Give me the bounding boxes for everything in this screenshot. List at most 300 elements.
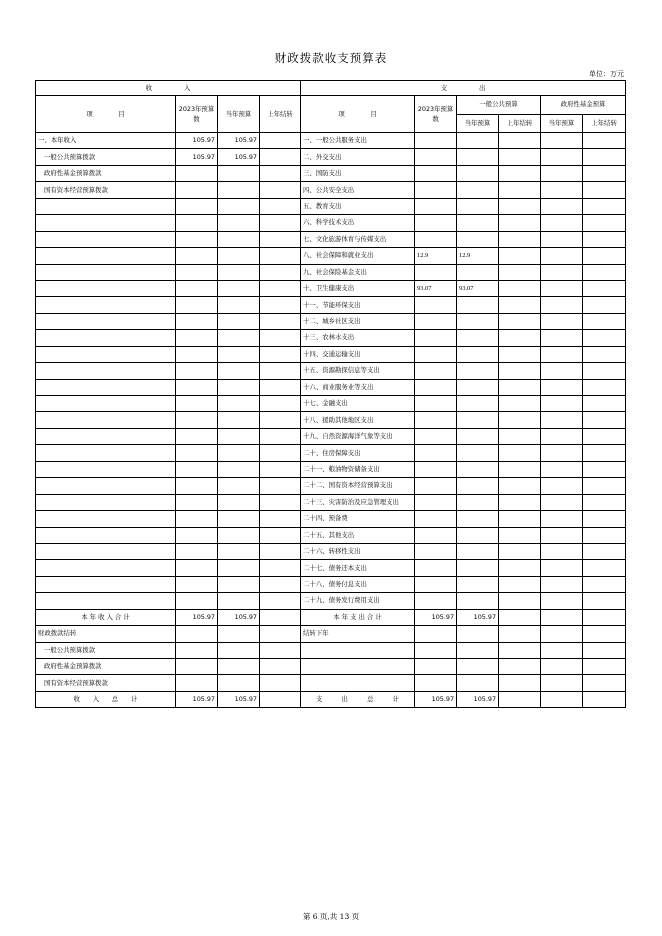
table-row (36, 133, 626, 149)
expense-budget2023-cell: 12.9 (415, 248, 457, 264)
general-current-cell: 105.97 (457, 691, 499, 707)
income-current-cell (218, 659, 260, 675)
general-carry-cell (499, 609, 541, 625)
gov-fund-carry-cell (583, 231, 626, 247)
gov-fund-current-cell (541, 133, 583, 149)
general-current-header: 当年预算 (457, 114, 499, 133)
expense-budget2023-cell (415, 659, 457, 675)
gov-fund-carry-cell (583, 691, 626, 707)
expense-item-cell: 十九、自然资源海洋气象等支出 (301, 428, 415, 444)
table-row (36, 593, 626, 609)
gov-fund-carry-cell (583, 149, 626, 165)
income-budget2023-cell: 105.97 (176, 609, 218, 625)
income-carry-cell (260, 560, 301, 576)
income-budget2023-cell (176, 215, 218, 231)
expense-item-cell (301, 675, 415, 691)
expense-item-cell: 二十九、债务发行费用支出 (301, 593, 415, 609)
gov-fund-carry-cell (583, 626, 626, 642)
income-item-cell (36, 363, 176, 379)
table-row (36, 264, 626, 280)
general-current-cell (457, 626, 499, 642)
gov-fund-current-cell (541, 659, 583, 675)
general-carry-cell (499, 461, 541, 477)
table-row (36, 543, 626, 559)
income-current-header: 当年预算 (218, 96, 260, 133)
income-budget2023-cell (176, 494, 218, 510)
income-item-cell (36, 231, 176, 247)
general-current-cell (457, 511, 499, 527)
expense-item-cell: 十三、农林水支出 (301, 330, 415, 346)
general-carry-cell (499, 691, 541, 707)
table-row (36, 297, 626, 313)
general-current-cell (457, 264, 499, 280)
income-budget2023-cell: 105.97 (176, 149, 218, 165)
gov-fund-carry-cell (583, 543, 626, 559)
expense-item-cell (301, 642, 415, 658)
income-current-cell: 105.97 (218, 691, 260, 707)
expense-budget2023-cell: 105.97 (415, 691, 457, 707)
table-row (36, 494, 626, 510)
general-carry-cell (499, 165, 541, 181)
income-budget2023-cell (176, 461, 218, 477)
general-current-cell (457, 560, 499, 576)
carry-row (36, 675, 626, 691)
table-row (36, 363, 626, 379)
table-row (36, 231, 626, 247)
general-current-cell: 105.97 (457, 609, 499, 625)
income-item-cell: 一般公共预算拨款 (36, 642, 176, 658)
gov-fund-current-cell (541, 560, 583, 576)
page-footer: 第 6 页,共 13 页 (302, 912, 360, 921)
expense-item-cell: 二十三、灾害防治及应急管理支出 (301, 494, 415, 510)
income-item-cell (36, 396, 176, 412)
table-row (36, 346, 626, 362)
carry-row (36, 659, 626, 675)
expense-item-cell: 二十六、转移性支出 (301, 543, 415, 559)
general-carry-cell (499, 182, 541, 198)
general-current-cell (457, 313, 499, 329)
income-budget2023-cell (176, 543, 218, 559)
gov-fund-carry-cell (583, 280, 626, 296)
income-item-cell (36, 576, 176, 592)
gov-fund-carry-cell (583, 593, 626, 609)
income-current-cell (218, 198, 260, 214)
income-item-cell (36, 330, 176, 346)
income-current-cell (218, 313, 260, 329)
income-current-cell (218, 379, 260, 395)
general-current-cell (457, 198, 499, 214)
income-carry-cell (260, 543, 301, 559)
table-row (36, 313, 626, 329)
expense-budget2023-cell (415, 494, 457, 510)
income-budget2023-cell (176, 379, 218, 395)
income-carry-cell (260, 412, 301, 428)
general-budget-header: 一般公共预算 (457, 96, 541, 115)
gov-fund-carry-cell (583, 527, 626, 543)
gov-fund-current-cell (541, 215, 583, 231)
expense-item-cell: 十八、援助其他地区支出 (301, 412, 415, 428)
income-budget2023-cell (176, 198, 218, 214)
general-carry-cell (499, 264, 541, 280)
income-budget2023-cell (176, 297, 218, 313)
general-carry-cell (499, 659, 541, 675)
expense-budget2023-cell (415, 346, 457, 362)
income-budget2023-cell (176, 478, 218, 494)
income-carry-cell (260, 133, 301, 149)
general-carry-cell (499, 626, 541, 642)
income-carry-cell (260, 313, 301, 329)
table-row (36, 248, 626, 264)
general-carry-cell (499, 248, 541, 264)
general-carry-cell (499, 511, 541, 527)
income-budget2023-cell (176, 363, 218, 379)
income-carry-cell (260, 675, 301, 691)
income-budget2023-cell: 105.97 (176, 133, 218, 149)
income-budget2023-cell (176, 593, 218, 609)
gov-fund-current-cell (541, 593, 583, 609)
income-carry-cell (260, 642, 301, 658)
income-current-cell (218, 330, 260, 346)
general-current-cell (457, 182, 499, 198)
gov-fund-current-cell (541, 182, 583, 198)
general-current-cell (457, 543, 499, 559)
gov-fund-current-cell (541, 379, 583, 395)
gov-fund-current-cell (541, 297, 583, 313)
general-current-cell (457, 346, 499, 362)
expense-item-cell (301, 659, 415, 675)
table-row (36, 198, 626, 214)
income-current-cell (218, 461, 260, 477)
general-carry-cell (499, 494, 541, 510)
general-current-cell (457, 659, 499, 675)
gov-fund-carry-cell (583, 396, 626, 412)
expense-budget2023-cell (415, 675, 457, 691)
expense-budget2023-cell (415, 231, 457, 247)
general-carry-cell (499, 346, 541, 362)
expense-item-cell: 三、国防支出 (301, 165, 415, 181)
income-item-cell (36, 313, 176, 329)
expense-budget2023-cell (415, 149, 457, 165)
general-carry-header: 上年结转 (499, 114, 541, 133)
income-carry-cell (260, 363, 301, 379)
general-carry-cell (499, 527, 541, 543)
income-item-cell (36, 478, 176, 494)
income-current-cell (218, 445, 260, 461)
gov-fund-current-cell (541, 363, 583, 379)
gov-fund-current-cell (541, 445, 583, 461)
gov-fund-carry-cell (583, 445, 626, 461)
gov-fund-carry-cell (583, 412, 626, 428)
general-carry-cell (499, 593, 541, 609)
gov-fund-carry-cell (583, 659, 626, 675)
income-item-cell (36, 428, 176, 444)
income-budget2023-cell (176, 626, 218, 642)
general-current-cell (457, 412, 499, 428)
income-current-cell (218, 396, 260, 412)
general-carry-cell (499, 363, 541, 379)
expense-item-cell: 本 年 支 出 合 计 (301, 609, 415, 625)
income-carry-cell (260, 576, 301, 592)
general-current-cell (457, 149, 499, 165)
general-carry-cell (499, 396, 541, 412)
general-current-cell (457, 445, 499, 461)
gov-fund-carry-cell (583, 182, 626, 198)
expense-item-cell: 十七、金融支出 (301, 396, 415, 412)
expense-budget2023-cell (415, 379, 457, 395)
income-current-cell (218, 593, 260, 609)
expense-budget2023-cell (415, 165, 457, 181)
gov-fund-current-cell (541, 675, 583, 691)
general-current-cell: 93.07 (457, 280, 499, 296)
total-row (36, 691, 626, 707)
income-item-cell (36, 511, 176, 527)
expense-item-cell: 七、文化旅游体育与传媒支出 (301, 231, 415, 247)
income-carry-cell (260, 165, 301, 181)
income-budget2023-cell (176, 511, 218, 527)
general-carry-cell (499, 231, 541, 247)
expense-item-header: 项 目 (301, 96, 415, 133)
expense-item-cell: 五、教育支出 (301, 198, 415, 214)
income-item-cell: 本 年 收 入 合 计 (36, 609, 176, 625)
general-current-cell (457, 379, 499, 395)
general-carry-cell (499, 215, 541, 231)
expense-item-cell: 一、一般公共服务支出 (301, 133, 415, 149)
gov-fund-carry-cell (583, 346, 626, 362)
income-item-cell (36, 280, 176, 296)
income-current-cell (218, 346, 260, 362)
general-current-cell (457, 297, 499, 313)
gov-fund-current-cell (541, 248, 583, 264)
gov-fund-carry-cell (583, 478, 626, 494)
gov-fund-carry-cell (583, 576, 626, 592)
gov-fund-current-cell (541, 461, 583, 477)
gov-fund-carry-cell (583, 494, 626, 510)
income-section-header: 收 入 (36, 81, 301, 96)
expense-item-cell: 二十、住房保障支出 (301, 445, 415, 461)
expense-budget2023-cell (415, 297, 457, 313)
income-current-cell (218, 428, 260, 444)
general-current-cell: 12.9 (457, 248, 499, 264)
expense-item-cell: 九、社会保险基金支出 (301, 264, 415, 280)
general-carry-cell (499, 675, 541, 691)
expense-budget2023-cell (415, 543, 457, 559)
income-budget2023-cell (176, 659, 218, 675)
expense-item-cell: 十四、交通运输支出 (301, 346, 415, 362)
income-current-cell (218, 363, 260, 379)
income-current-cell (218, 264, 260, 280)
gov-fund-current-header: 当年预算 (541, 114, 583, 133)
expense-item-cell: 二十五、其他支出 (301, 527, 415, 543)
table-row (36, 330, 626, 346)
income-carry-cell (260, 149, 301, 165)
gov-fund-current-cell (541, 198, 583, 214)
table-row (36, 478, 626, 494)
income-current-cell: 105.97 (218, 609, 260, 625)
expense-budget2023-cell (415, 182, 457, 198)
income-carry-cell (260, 445, 301, 461)
table-row (36, 280, 626, 296)
income-budget2023-cell (176, 330, 218, 346)
expense-item-cell: 十、卫生健康支出 (301, 280, 415, 296)
gov-fund-current-cell (541, 511, 583, 527)
expense-item-cell: 十一、节能环保支出 (301, 297, 415, 313)
income-current-cell (218, 165, 260, 181)
income-carry-cell (260, 231, 301, 247)
gov-fund-current-cell (541, 149, 583, 165)
expense-budget2023-cell (415, 445, 457, 461)
income-item-cell (36, 264, 176, 280)
general-current-cell (457, 165, 499, 181)
income-budget2023-cell (176, 396, 218, 412)
income-budget2023-cell (176, 445, 218, 461)
income-carry-cell (260, 297, 301, 313)
general-carry-cell (499, 428, 541, 444)
gov-fund-carry-cell (583, 379, 626, 395)
table-row (36, 428, 626, 444)
expense-budget2023-cell (415, 642, 457, 658)
general-carry-cell (499, 198, 541, 214)
gov-fund-carry-cell (583, 560, 626, 576)
gov-fund-carry-cell (583, 248, 626, 264)
income-item-cell (36, 527, 176, 543)
income-budget2023-header: 2023年预算数 (176, 96, 218, 133)
expense-section-header: 支 出 (301, 81, 626, 96)
income-item-cell (36, 412, 176, 428)
general-carry-cell (499, 445, 541, 461)
expense-item-cell: 二、外交支出 (301, 149, 415, 165)
table-row (36, 182, 626, 198)
carry-row (36, 626, 626, 642)
gov-fund-carry-header: 上年结转 (583, 114, 626, 133)
income-current-cell (218, 478, 260, 494)
expense-item-cell: 六、科学技术支出 (301, 215, 415, 231)
general-current-cell (457, 461, 499, 477)
income-carry-cell (260, 626, 301, 642)
total-row (36, 609, 626, 625)
income-carry-cell (260, 691, 301, 707)
income-carry-cell (260, 264, 301, 280)
income-item-cell (36, 461, 176, 477)
income-budget2023-cell (176, 428, 218, 444)
income-carry-cell (260, 346, 301, 362)
expense-item-cell: 结转下年 (301, 626, 415, 642)
income-budget2023-cell (176, 248, 218, 264)
income-item-cell (36, 445, 176, 461)
income-current-cell (218, 543, 260, 559)
gov-fund-current-cell (541, 412, 583, 428)
income-carry-cell (260, 396, 301, 412)
general-carry-cell (499, 149, 541, 165)
income-budget2023-cell (176, 231, 218, 247)
gov-fund-carry-cell (583, 363, 626, 379)
general-current-cell (457, 428, 499, 444)
gov-fund-current-cell (541, 264, 583, 280)
expense-item-cell: 二十四、预备费 (301, 511, 415, 527)
income-item-cell (36, 346, 176, 362)
general-carry-cell (499, 576, 541, 592)
gov-fund-current-cell (541, 165, 583, 181)
expense-item-cell: 二十一、粮油物资储备支出 (301, 461, 415, 477)
income-budget2023-cell (176, 280, 218, 296)
general-carry-cell (499, 543, 541, 559)
expense-budget2023-cell (415, 313, 457, 329)
gov-fund-carry-cell (583, 511, 626, 527)
income-budget2023-cell: 105.97 (176, 691, 218, 707)
income-item-cell (36, 560, 176, 576)
income-current-cell (218, 494, 260, 510)
unit-label: 单位：万元 (589, 70, 624, 78)
gov-fund-current-cell (541, 642, 583, 658)
income-item-cell: 国有资本经营预算拨款 (36, 182, 176, 198)
income-carry-cell (260, 478, 301, 494)
gov-fund-current-cell (541, 527, 583, 543)
general-carry-cell (499, 478, 541, 494)
gov-fund-current-cell (541, 231, 583, 247)
general-carry-cell (499, 297, 541, 313)
gov-fund-carry-cell (583, 313, 626, 329)
income-current-cell: 105.97 (218, 149, 260, 165)
income-carry-cell (260, 511, 301, 527)
expense-budget2023-cell (415, 478, 457, 494)
income-carry-cell (260, 198, 301, 214)
expense-budget2023-cell (415, 133, 457, 149)
income-item-cell: 政府性基金预算拨款 (36, 165, 176, 181)
general-carry-cell (499, 560, 541, 576)
income-current-cell (218, 560, 260, 576)
income-budget2023-cell (176, 412, 218, 428)
income-budget2023-cell (176, 182, 218, 198)
expense-budget2023-cell (415, 198, 457, 214)
gov-fund-carry-cell (583, 133, 626, 149)
gov-fund-carry-cell (583, 330, 626, 346)
expense-budget2023-cell (415, 363, 457, 379)
income-carry-cell (260, 182, 301, 198)
income-item-cell: 一、本年收入 (36, 133, 176, 149)
gov-fund-header: 政府性基金预算 (541, 96, 626, 115)
income-item-cell: 政府性基金预算拨款 (36, 659, 176, 675)
gov-fund-current-cell (541, 396, 583, 412)
table-row (36, 379, 626, 395)
gov-fund-carry-cell (583, 165, 626, 181)
table-row (36, 215, 626, 231)
income-item-cell (36, 215, 176, 231)
table-row (36, 560, 626, 576)
income-item-cell: 国有资本经营预算拨款 (36, 675, 176, 691)
income-carry-cell (260, 280, 301, 296)
income-current-cell (218, 280, 260, 296)
expense-item-cell: 十五、资源勘探信息等支出 (301, 363, 415, 379)
income-budget2023-cell (176, 165, 218, 181)
gov-fund-current-cell (541, 576, 583, 592)
general-current-cell (457, 396, 499, 412)
income-carry-cell (260, 215, 301, 231)
gov-fund-carry-cell (583, 198, 626, 214)
expense-item-cell: 十二、城乡社区支出 (301, 313, 415, 329)
general-current-cell (457, 363, 499, 379)
expense-budget2023-cell (415, 215, 457, 231)
income-budget2023-cell (176, 313, 218, 329)
expense-budget2023-cell (415, 396, 457, 412)
income-budget2023-cell (176, 264, 218, 280)
table-row (36, 461, 626, 477)
income-budget2023-cell (176, 560, 218, 576)
expense-item-cell: 四、公共安全支出 (301, 182, 415, 198)
general-current-cell (457, 527, 499, 543)
gov-fund-current-cell (541, 313, 583, 329)
general-current-cell (457, 215, 499, 231)
expense-budget2023-cell: 105.97 (415, 609, 457, 625)
income-current-cell (218, 412, 260, 428)
